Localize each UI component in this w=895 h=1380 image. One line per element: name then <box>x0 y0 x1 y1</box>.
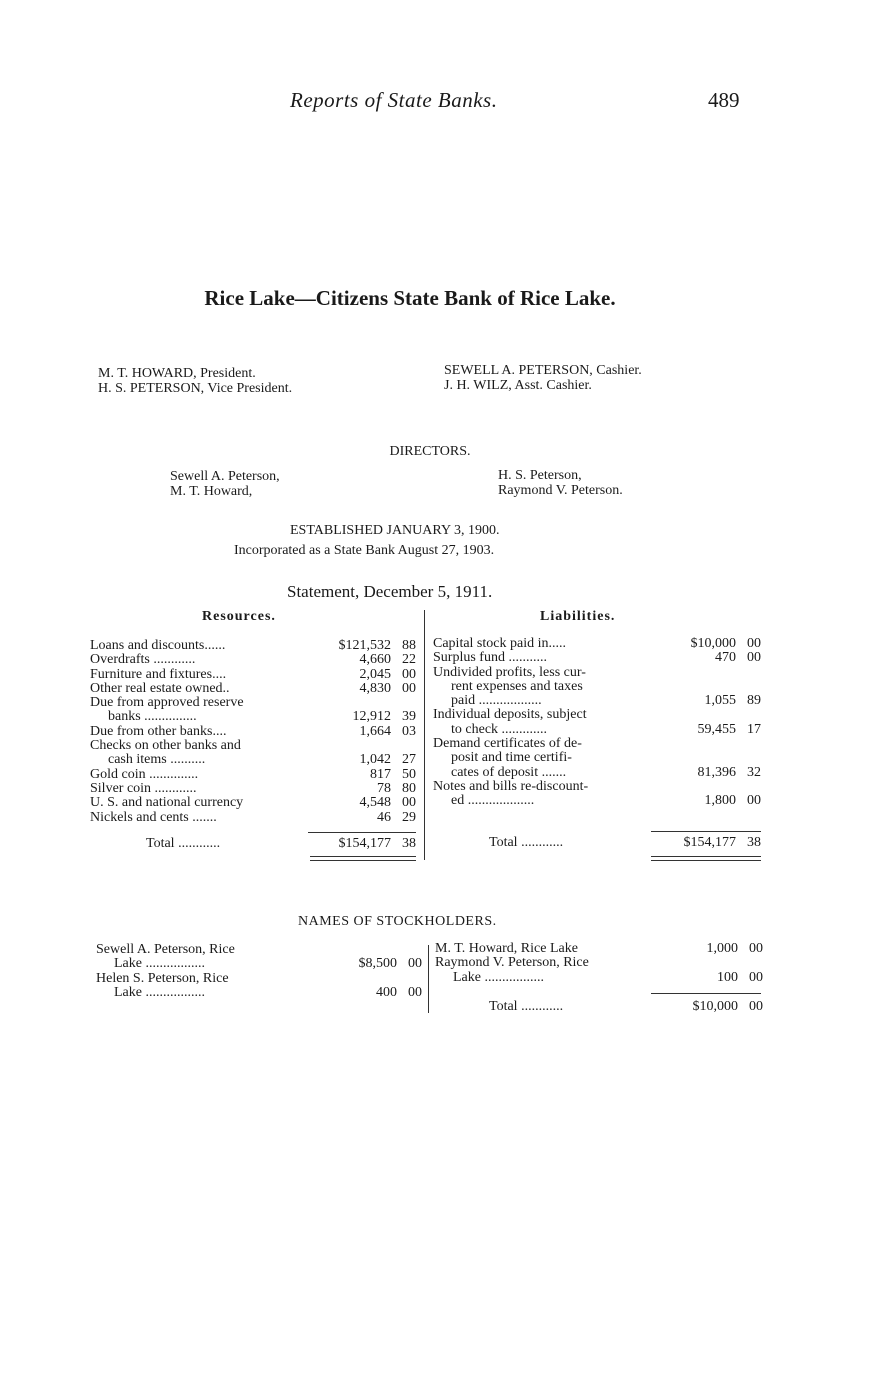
row-dollars <box>658 956 738 970</box>
table-row <box>90 739 416 753</box>
row-cents <box>736 780 761 794</box>
incorporated-date: Incorporated as a State Bank August 27, 1903. <box>234 543 495 558</box>
table-row <box>96 943 422 957</box>
row-cents: 27 <box>402 752 416 768</box>
bank-title: Rice Lake—Citizens State Bank of Rice Lake. <box>204 286 616 310</box>
director: H. S. Peterson, <box>498 468 582 483</box>
row-dollars: 46 <box>377 809 391 825</box>
row-label: Furniture and fixtures.... <box>90 667 227 682</box>
row-cents <box>397 943 422 957</box>
directors-left <box>170 469 280 499</box>
row-cents <box>391 696 416 710</box>
total-dollars: $10,000 <box>692 999 738 1014</box>
row-cents: 00 <box>402 666 416 682</box>
table-row <box>90 696 416 710</box>
row-dollars: 12,912 <box>352 709 391 725</box>
row-cents <box>738 956 763 970</box>
table-row <box>433 794 761 808</box>
row-cents <box>736 751 761 765</box>
resources-double-rule <box>310 856 416 861</box>
row-dollars <box>317 972 397 986</box>
total-dollars: $154,177 <box>338 836 391 851</box>
table-row <box>433 737 761 751</box>
row-cents: 00 <box>749 969 763 985</box>
stockholders-divider <box>428 945 429 1013</box>
table-row <box>433 651 761 665</box>
row-cents: 00 <box>402 680 416 696</box>
liabilities-heading: Liabilities. <box>540 609 616 624</box>
table-row <box>90 768 416 782</box>
row-label: Due from approved reserve <box>90 696 244 711</box>
row-cents <box>736 680 761 694</box>
table-row <box>433 708 761 722</box>
row-cents <box>736 737 761 751</box>
table-row <box>90 668 416 682</box>
directors-right <box>498 468 623 498</box>
stockholders-heading: NAMES OF STOCKHOLDERS. <box>298 914 497 929</box>
row-cents: 00 <box>747 636 761 651</box>
stockholders-total-rule <box>651 993 761 994</box>
total-cents: 00 <box>749 999 763 1014</box>
row-label: cates of deposit ....... <box>451 765 567 780</box>
row-dollars <box>317 943 397 957</box>
table-row <box>90 796 416 810</box>
row-cents <box>736 708 761 722</box>
page-number: 489 <box>708 88 740 112</box>
stockholders-right <box>435 942 763 985</box>
statement-title: Statement, December 5, 1911. <box>287 582 493 601</box>
row-label: Silver coin ............ <box>90 781 197 796</box>
liabilities-total-rule <box>651 831 761 832</box>
stockholders-total <box>435 1000 763 1014</box>
table-row <box>433 694 761 708</box>
row-label: Lake ................. <box>453 970 544 985</box>
row-dollars: 2,045 <box>359 666 391 682</box>
row-cents: 22 <box>402 652 416 668</box>
resources-heading: Resources. <box>202 609 276 624</box>
running-title: Reports of State Banks. <box>290 88 498 112</box>
row-cents: 39 <box>402 709 416 725</box>
row-cents <box>397 972 422 986</box>
row-label: Individual deposits, subject <box>433 708 587 723</box>
row-dollars: 59,455 <box>697 721 736 737</box>
row-dollars: $8,500 <box>358 956 397 972</box>
row-dollars <box>656 680 736 694</box>
director: M. T. Howard, <box>170 484 253 499</box>
total-label: Total ............ <box>489 836 564 850</box>
row-dollars: 817 <box>370 766 391 782</box>
row-cents: 00 <box>408 984 422 1000</box>
row-label: Demand certificates of de- <box>433 737 582 752</box>
total-cents: 38 <box>747 835 761 850</box>
resources-total <box>90 837 416 851</box>
row-cents: 29 <box>402 809 416 825</box>
row-cents: 88 <box>402 638 416 653</box>
table-row <box>90 753 416 767</box>
row-dollars: 400 <box>376 984 397 1000</box>
row-label: Other real estate owned.. <box>90 681 230 696</box>
row-dollars <box>656 708 736 722</box>
row-cents <box>736 666 761 680</box>
table-row <box>433 680 761 694</box>
table-row <box>435 942 763 956</box>
stockholders-left <box>96 943 422 1000</box>
row-dollars: 1,000 <box>706 941 738 956</box>
row-label: Surplus fund ........... <box>433 651 547 666</box>
row-cents <box>391 739 416 753</box>
row-cents: 80 <box>402 780 416 796</box>
row-dollars: 4,660 <box>359 652 391 668</box>
table-row <box>433 666 761 680</box>
row-label: paid .................. <box>451 694 542 709</box>
table-row <box>96 986 422 1000</box>
row-label: banks ............... <box>108 710 197 725</box>
row-dollars: 100 <box>717 969 738 985</box>
table-row <box>96 957 422 971</box>
row-cents: 00 <box>749 941 763 956</box>
table-row <box>90 639 416 653</box>
row-label: Helen S. Peterson, Rice <box>96 971 229 986</box>
row-label: to check ............. <box>451 722 548 737</box>
resources-total-rule <box>308 832 416 833</box>
table-row <box>90 725 416 739</box>
row-cents: 17 <box>747 721 761 737</box>
total-cents: 38 <box>402 836 416 851</box>
table-row <box>90 710 416 724</box>
liabilities-total <box>433 836 761 850</box>
table-row <box>90 653 416 667</box>
table-row <box>90 682 416 696</box>
row-label: Undivided profits, less cur- <box>433 665 586 680</box>
total-dollars: $154,177 <box>683 835 736 850</box>
directors-heading: DIRECTORS. <box>389 444 471 459</box>
row-dollars: 1,042 <box>359 752 391 768</box>
director: Sewell A. Peterson, <box>170 469 280 484</box>
row-dollars: 81,396 <box>697 764 736 780</box>
resources-table <box>90 639 416 825</box>
row-label: Capital stock paid in..... <box>433 637 566 651</box>
row-cents: 32 <box>747 764 761 780</box>
row-dollars: 1,055 <box>704 693 736 709</box>
row-dollars: 4,548 <box>359 795 391 811</box>
row-cents: 00 <box>402 795 416 811</box>
row-label: cash items .......... <box>108 753 206 768</box>
row-dollars <box>656 737 736 751</box>
row-dollars: 1,800 <box>704 793 736 809</box>
officers-right <box>444 363 642 393</box>
table-row <box>433 637 761 651</box>
row-dollars <box>656 666 736 680</box>
officer-vice-president: H. S. PETERSON, Vice President. <box>98 381 293 396</box>
row-label: M. T. Howard, Rice Lake <box>435 942 578 956</box>
row-label: Sewell A. Peterson, Rice <box>96 943 235 957</box>
table-row <box>433 723 761 737</box>
row-dollars <box>311 739 391 753</box>
table-row <box>96 972 422 986</box>
table-row <box>433 766 761 780</box>
total-label: Total ............ <box>146 837 221 851</box>
table-row <box>433 780 761 794</box>
row-label: Nickels and cents ....... <box>90 810 217 825</box>
row-dollars: $10,000 <box>690 636 736 651</box>
officer-asst-cashier: J. H. WILZ, Asst. Cashier. <box>444 378 592 393</box>
row-cents: 00 <box>747 650 761 666</box>
table-row <box>435 956 763 970</box>
liabilities-double-rule <box>651 856 761 861</box>
row-cents: 00 <box>747 793 761 809</box>
row-label: Due from other banks.... <box>90 724 227 739</box>
row-cents: 03 <box>402 723 416 739</box>
column-divider <box>424 610 425 860</box>
row-dollars: $121,532 <box>338 638 391 653</box>
row-label: Lake ................. <box>114 985 205 1000</box>
row-label: Overdrafts ............ <box>90 653 196 668</box>
officers-left <box>98 366 292 396</box>
row-dollars: 4,830 <box>359 680 391 696</box>
table-row <box>90 782 416 796</box>
table-row <box>90 811 416 825</box>
row-cents: 89 <box>747 693 761 709</box>
row-label: Raymond V. Peterson, Rice <box>435 956 589 971</box>
liabilities-table <box>433 637 761 809</box>
row-label: Notes and bills re-discount- <box>433 779 589 794</box>
row-dollars: 470 <box>715 650 736 666</box>
table-row <box>435 971 763 985</box>
established-date: ESTABLISHED JANUARY 3, 1900. <box>290 523 500 538</box>
director: Raymond V. Peterson. <box>498 483 623 498</box>
row-label: ed ................... <box>451 794 535 809</box>
table-row <box>433 751 761 765</box>
row-dollars <box>656 780 736 794</box>
row-label: Lake ................. <box>114 957 205 972</box>
officer-president: M. T. HOWARD, President. <box>98 366 256 381</box>
row-label: rent expenses and taxes <box>451 679 583 694</box>
row-cents: 00 <box>408 956 422 972</box>
total-label: Total ............ <box>489 1000 564 1014</box>
row-dollars <box>656 751 736 765</box>
row-cents: 50 <box>402 766 416 782</box>
row-dollars: 78 <box>377 780 391 796</box>
row-label: posit and time certifi- <box>451 751 572 766</box>
row-label: Loans and discounts...... <box>90 639 226 653</box>
row-dollars: 1,664 <box>359 723 391 739</box>
row-label: Checks on other banks and <box>90 739 241 754</box>
row-dollars <box>311 696 391 710</box>
row-label: Gold coin .............. <box>90 767 199 782</box>
row-label: U. S. and national currency <box>90 796 244 811</box>
officer-cashier: SEWELL A. PETERSON, Cashier. <box>444 363 642 378</box>
